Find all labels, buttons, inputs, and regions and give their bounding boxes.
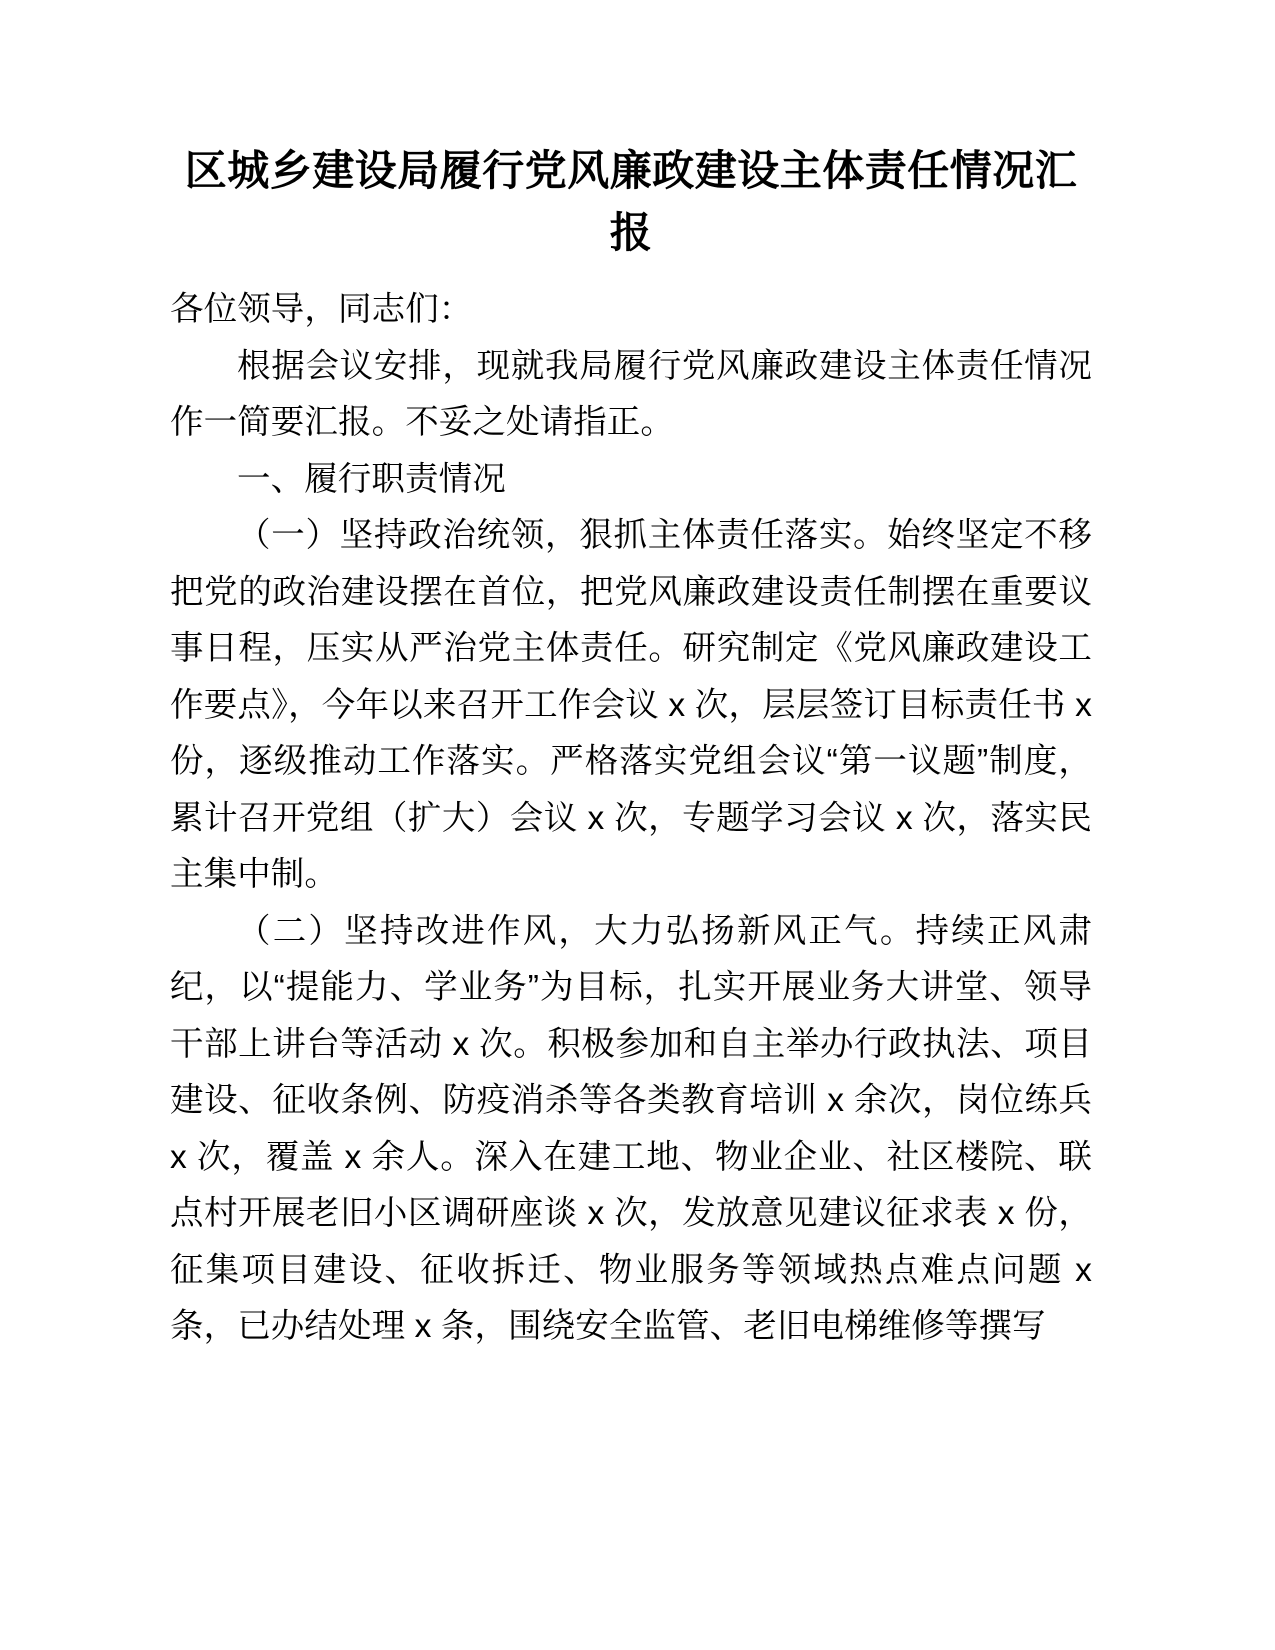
document-body (170, 140, 1092, 1356)
section-heading-1: 一、履行职责情况 (237, 460, 506, 498)
paragraph-subsection-1: （一）坚持政治统领，狠抓主体责任落实。始终坚定不移把党的政治建设摆在首位，把党风廉政建设责任制摆在重要议事日程，压实从严治党主体责任。研究制定《党风廉政建设工作要点》，今年以来召开工作会议 x 次，层层签订目标责任书 x 份，逐级推动工作落实。严格落实党组会议“第一议题”制度，累计召开党组（扩大）会议 x 次，专题学习会议 x 次，落实民主集中制。 (170, 517, 1092, 893)
paragraph-subsection-2: （二）坚持改进作风，大力弘扬新风正气。持续正风肃纪，以“提能力、学业务”为目标，扎实开展业务大讲堂、领导干部上讲台等活动 x 次。积极参加和自主举办行政执法、项目建设、征收条例、防疫消杀等各类教育培训 x 余次，岗位练兵 x 次，覆盖 x 余人。深入在建工地、物业企业、社区楼院、联点村开展老旧小区调研座谈 x 次，发放意见建议征求表 x 份，征集项目建设、征收拆迁、物业服务等领域热点难点问题 x 条，已办结处理 x 条，围绕安全监管、老旧电梯维修等撰写 (170, 912, 1092, 1345)
paragraph-preamble: 根据会议安排，现就我局履行党风廉政建设主体责任情况作一简要汇报。不妥之处请指正。 (170, 347, 1092, 441)
page-title: 区城乡建设局履行党风廉政建设主体责任情况汇报 (184, 147, 1078, 256)
salutation-line: 各位领导，同志们： (170, 291, 473, 328)
